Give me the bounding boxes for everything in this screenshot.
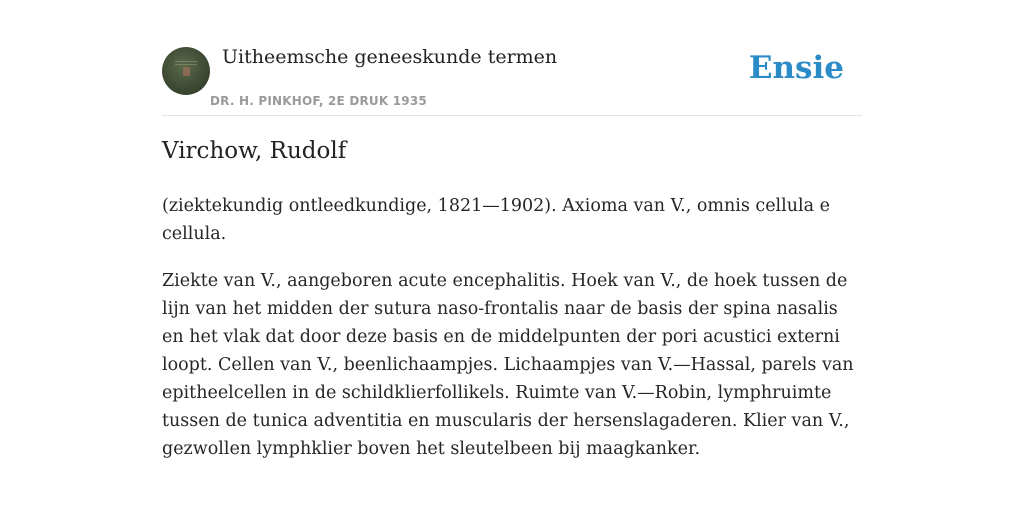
entry-content bbox=[162, 0, 862, 459]
header bbox=[162, 0, 862, 116]
book-author: DR. H. PINKHOF, 2E DRUK 1935 bbox=[210, 94, 427, 108]
cover-decoration bbox=[175, 61, 197, 62]
entry-paragraph: (ziektekundig ontleedkundige, 1821—1902). Axioma van V., omnis cellula e cellula. bbox=[162, 196, 830, 244]
brand-logo-link[interactable]: Ensie bbox=[748, 50, 844, 86]
entry-paragraph: Ziekte van V., aangeboren acute encephalitis. Hoek van V., de hoek tussen de lijn van het midden der sutura naso-frontalis naar de basis der spina nasalis en het vlak dat door deze basis en de middelpunten der pori acustici externi loopt. Cellen van V., beenlichaampjes. Lichaampjes van V.—Hassal, parels van epitheelcellen in de schildklierfollikels. Ruimte van V.—Robin, lymphruimte tussen de tunica adventitia en muscularis der hersenslagaderen. Klier van V., gezwollen lymphklier boven het sleutelbeen bij maagkanker. bbox=[162, 271, 854, 459]
book-title-link[interactable]: Uitheemsche geneeskunde termen bbox=[222, 46, 558, 68]
entry-title: Virchow, Rudolf bbox=[162, 138, 347, 164]
cover-emblem-icon bbox=[183, 67, 190, 76]
cover-decoration bbox=[175, 64, 197, 65]
book-cover-image[interactable] bbox=[162, 47, 210, 95]
